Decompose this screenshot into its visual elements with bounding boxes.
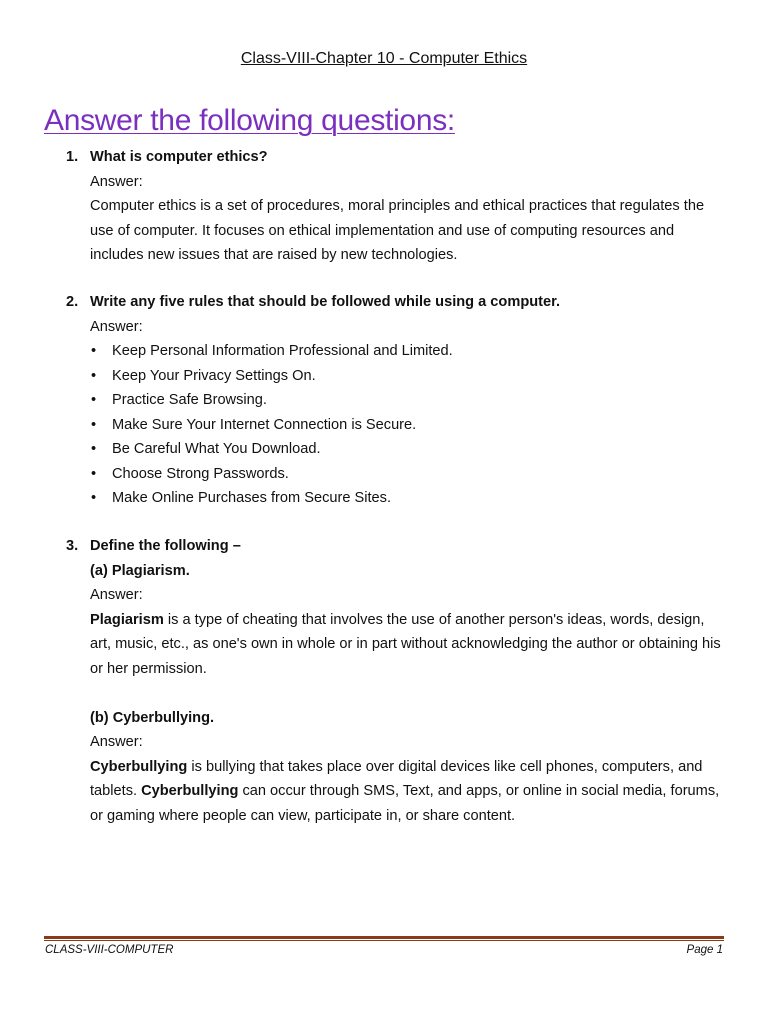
term: Cyberbullying xyxy=(90,758,188,775)
answer-label: Answer: xyxy=(90,318,143,335)
part-a-label: (a) Plagiarism. xyxy=(90,562,190,579)
list-item: • Keep Your Privacy Settings On. xyxy=(66,364,726,389)
document-title: Class-VIII-Chapter 10 - Computer Ethics xyxy=(240,50,528,67)
bullet-icon: • xyxy=(91,441,97,457)
term: Plagiarism xyxy=(90,611,164,628)
question-number: 2. xyxy=(66,294,79,310)
bullet-icon: • xyxy=(91,367,97,384)
answer-label: Answer: xyxy=(90,734,143,750)
page-number: Page 1 xyxy=(686,944,723,956)
footer-class-label: CLASS-VIII-COMPUTER xyxy=(45,944,174,956)
bullet-icon: • xyxy=(91,343,97,359)
question-number: 3. xyxy=(66,538,79,554)
bullet-icon: • xyxy=(91,416,97,433)
answer-text: Computer ethics is a set of procedures, moral principles and ethical practices that regulates the use of computer. It focuses on ethical implementation and use of computing resources and includes new issues that are raised by new technologies. xyxy=(90,198,705,263)
list-item: • Choose Strong Passwords. xyxy=(66,462,726,487)
part-b-label: (b) Cyberbullying. xyxy=(90,709,215,726)
bullet-icon: • xyxy=(91,465,97,482)
list-item: • Make Sure Your Internet Connection is Secure. xyxy=(66,413,726,438)
answer-label: Answer: xyxy=(90,173,143,190)
answer-text: Cyberbullying is bullying that takes place over digital devices like cell phones, computers, and tablets. Cyberbullying can occur through SMS, Text, and apps, or online in social media, forums, or gaming where people can view, participate in, or share content. xyxy=(90,758,720,824)
list-item: • Be Careful What You Download. xyxy=(66,437,726,462)
answer-text: Plagiarism is a type of cheating that involves the use of another person's ideas, words, design, art, music, etc., as one's own in whole or in part without acknowledging the author or obtaining his or her permission. xyxy=(90,611,721,677)
bullet-icon: • xyxy=(91,490,97,506)
question-text: Write any five rules that should be followed while using a computer. xyxy=(90,294,561,310)
section-heading: Answer the following questions: xyxy=(44,104,455,137)
question-text: Define the following – xyxy=(90,538,241,554)
list-item: • Keep Personal Information Professional and Limited. xyxy=(66,339,726,364)
term: Cyberbullying xyxy=(141,783,239,799)
question-2 xyxy=(66,290,726,511)
question-number: 1. xyxy=(66,149,79,165)
bullet-icon: • xyxy=(91,392,97,408)
question-3 xyxy=(66,534,726,828)
list-item: • Make Online Purchases from Secure Sites. xyxy=(66,486,726,511)
list-item: • Practice Safe Browsing. xyxy=(66,388,726,413)
question-1 xyxy=(66,145,726,268)
rules-list xyxy=(66,339,726,511)
question-text: What is computer ethics? xyxy=(90,149,268,165)
answer-label: Answer: xyxy=(90,587,143,603)
footer-divider xyxy=(44,936,724,941)
